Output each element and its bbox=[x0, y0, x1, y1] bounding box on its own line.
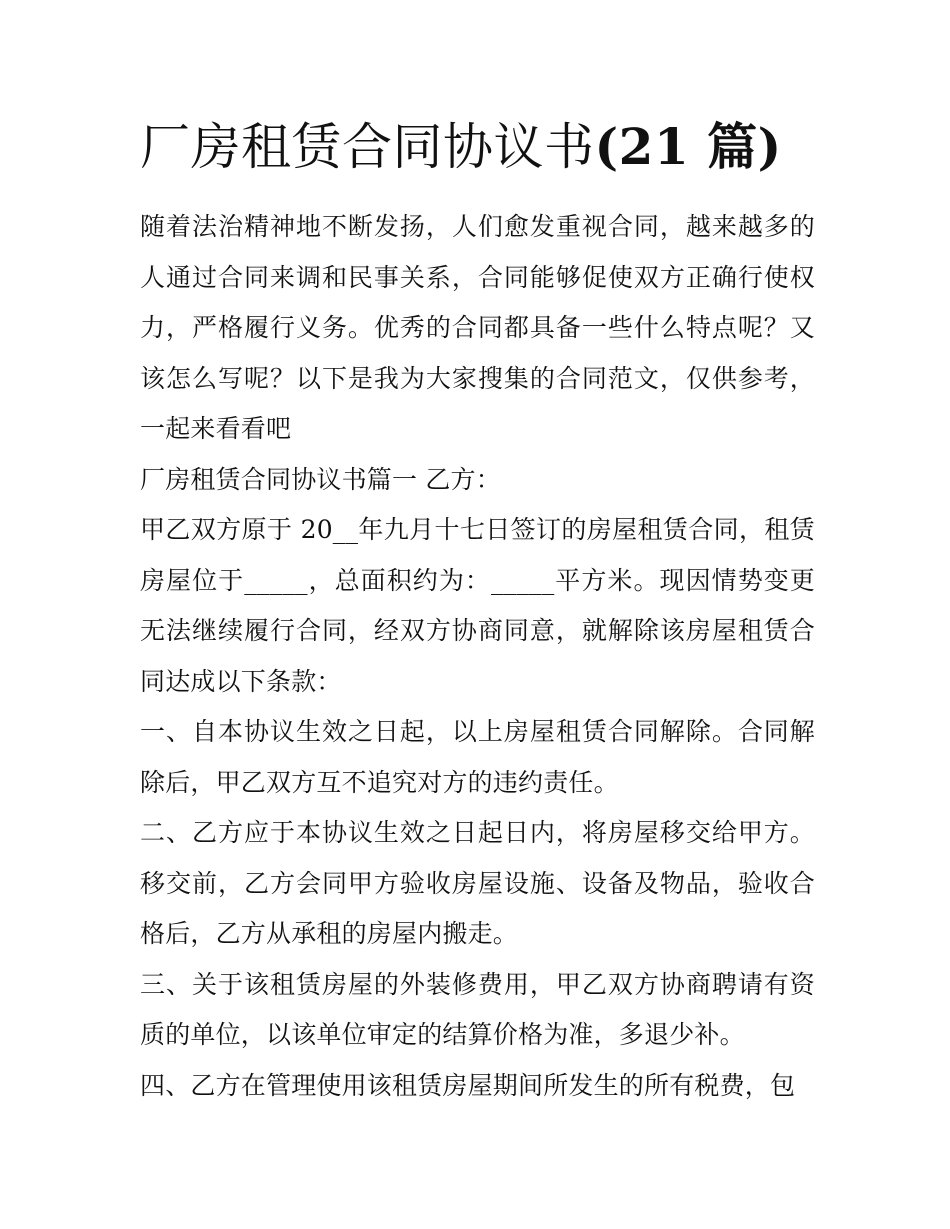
document-content bbox=[140, 112, 815, 1111]
section-heading: 厂房租赁合同协议书篇一 乙方： bbox=[140, 464, 501, 494]
clause-4: 四、乙方在管理使用该租赁房屋期间所发生的所有税费，包 bbox=[140, 1070, 796, 1100]
intro-paragraph: 随着法治精神地不断发扬，人们愈发重视合同，越来越多的人通过合同来调和民事关系，合同能够促使双方正确行使权力，严格履行义务。优秀的合同都具备一些什么特点呢？又该怎么写呢？以下是我为大家搜集的合同范文，仅供参考，一起来看看吧 bbox=[140, 212, 815, 443]
document-title-count: (21 篇) bbox=[594, 117, 782, 176]
clause-1: 一、自本协议生效之日起，以上房屋租赁合同解除。合同解除后，甲乙双方互不追究对方的违约责任。 bbox=[140, 717, 815, 797]
clause-2: 二、乙方应于本协议生效之日起日内，将房屋移交给甲方。移交前，乙方会同甲方验收房屋设施、设备及物品，验收合格后，乙方从承租的房屋内搬走。 bbox=[140, 818, 815, 948]
contract-paragraph: 甲乙双方原于 20__年九月十七日签订的房屋租赁合同，租赁房屋位于_____，总面积约为：_____平方米。现因情势变更无法继续履行合同，经双方协商同意，就解除该房屋租赁合同达成以下条款： bbox=[140, 515, 815, 696]
document-title bbox=[140, 112, 815, 182]
clause-3: 三、关于该租赁房屋的外装修费用，甲乙双方协商聘请有资质的单位，以该单位审定的结算价格为准，多退少补。 bbox=[140, 969, 815, 1049]
document-title-main: 厂房租赁合同协议书 bbox=[140, 118, 595, 176]
